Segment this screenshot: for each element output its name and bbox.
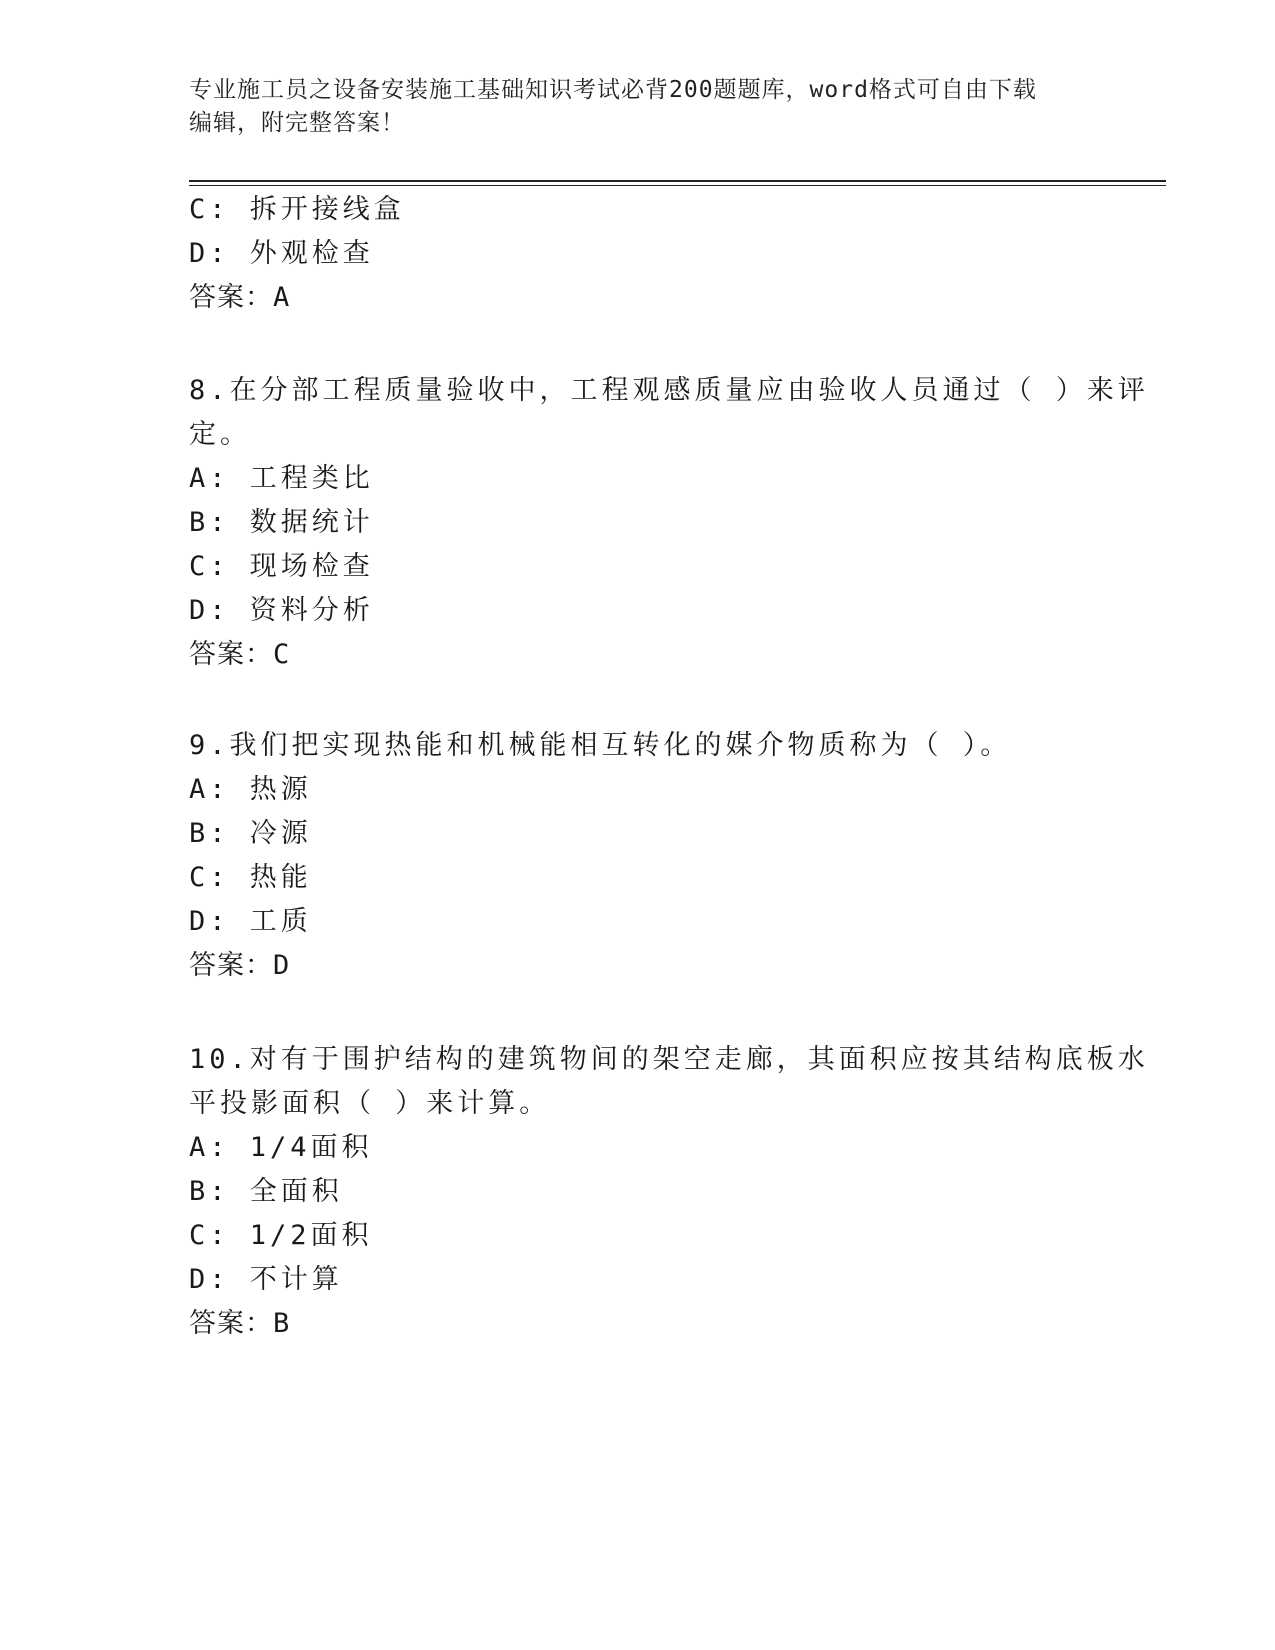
q7-option-c: C: 拆开接线盒 xyxy=(189,194,405,225)
header-line-2: 编辑，附完整答案！ xyxy=(189,110,405,136)
q8-stem-line-1: 8.在分部工程质量验收中，工程观感质量应由验收人员通过（ ）来评 xyxy=(189,375,1149,406)
header-rule-thin xyxy=(189,185,1166,186)
q9-stem-line-1: 9.我们把实现热能和机械能相互转化的媒介物质称为（ ）。 xyxy=(189,730,1012,761)
q10-option-c: C: 1/2面积 xyxy=(189,1220,373,1251)
q9-answer-label: 答案： xyxy=(189,950,273,981)
q10-option-a: A: 1/4面积 xyxy=(189,1132,373,1163)
q10-answer xyxy=(189,1306,290,1342)
q10-option-b: B: 全面积 xyxy=(189,1176,343,1207)
q9-option-b: B: 冷源 xyxy=(189,818,312,849)
q10-stem-line-2: 平投影面积（ ）来计算。 xyxy=(189,1088,551,1119)
q9-answer xyxy=(189,948,290,984)
q7-answer-value: A xyxy=(273,282,291,313)
q7-answer-label: 答案： xyxy=(189,282,273,313)
q7-answer xyxy=(189,280,290,316)
q8-stem-line-2: 定。 xyxy=(189,419,251,450)
q7-option-d: D: 外观检查 xyxy=(189,238,374,269)
q10-answer-label: 答案： xyxy=(189,1308,273,1339)
q9-answer-value: D xyxy=(273,950,291,981)
q9-option-d: D: 工质 xyxy=(189,906,312,937)
q8-option-a: A: 工程类比 xyxy=(189,463,374,494)
q8-answer-value: C xyxy=(273,639,291,670)
header-rule-thick xyxy=(189,180,1166,182)
q8-answer xyxy=(189,637,290,673)
q8-answer-label: 答案： xyxy=(189,639,273,670)
q10-option-d: D: 不计算 xyxy=(189,1264,343,1295)
q9-option-c: C: 热能 xyxy=(189,862,312,893)
q10-stem-line-1: 10.对有于围护结构的建筑物间的架空走廊，其面积应按其结构底板水 xyxy=(189,1044,1149,1075)
q8-option-d: D: 资料分析 xyxy=(189,595,374,626)
q8-option-b: B: 数据统计 xyxy=(189,507,374,538)
header-line-1: 专业施工员之设备安装施工基础知识考试必背200题题库，word格式可自由下载 xyxy=(189,77,1037,103)
q9-option-a: A: 热源 xyxy=(189,774,312,805)
q8-option-c: C: 现场检查 xyxy=(189,551,374,582)
document-header xyxy=(189,74,1089,140)
q10-answer-value: B xyxy=(273,1308,291,1339)
